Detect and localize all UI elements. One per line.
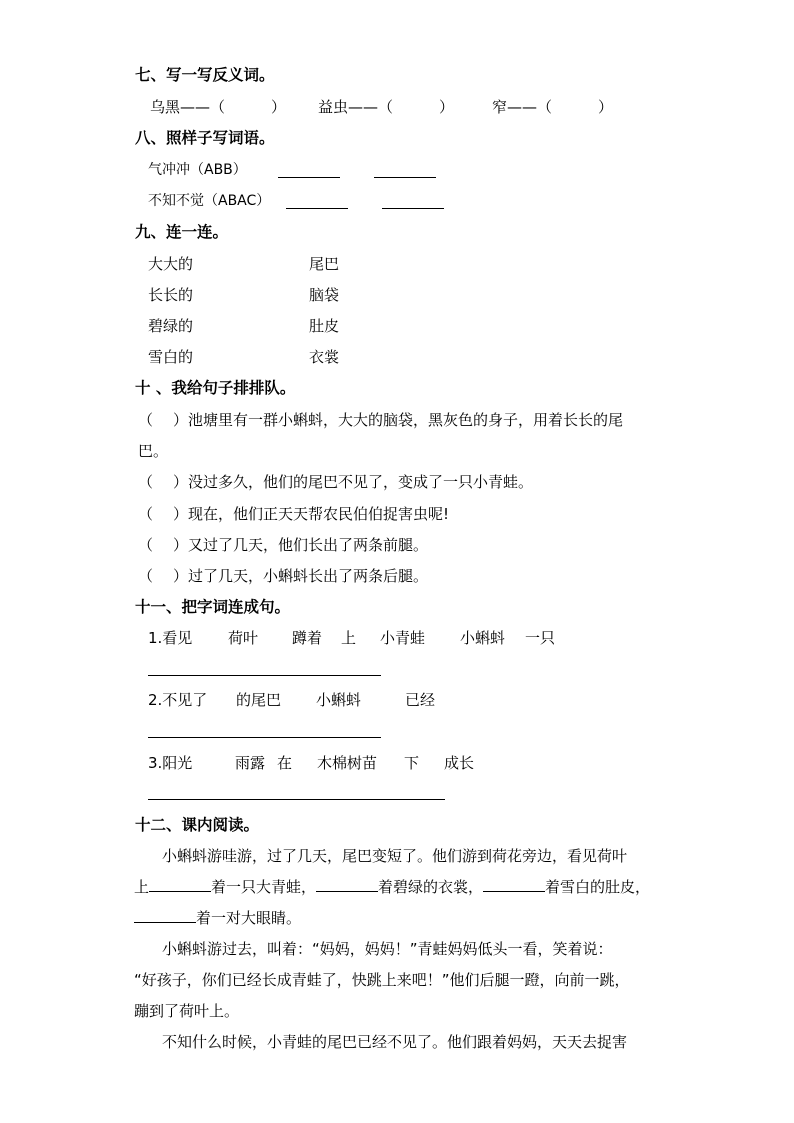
section-11-heading: 十一、把字词连成句。 — [135, 598, 291, 616]
section-12-heading: 十二、课内阅读。 — [135, 816, 260, 834]
reading-line: 小蝌蚪游哇游，过了几天，尾巴变短了。他们游到荷花旁边，看见荷叶 — [162, 847, 628, 865]
word-group: 的尾巴 — [236, 691, 282, 709]
order-sentence — [138, 472, 533, 492]
paren-open: （ — [138, 411, 154, 429]
sentence-text: 没过多久，他们的尾巴不见了，变成了一只小青蛙。 — [188, 473, 534, 491]
reading-text: 上 — [134, 878, 150, 896]
answer-line — [382, 208, 444, 209]
reading-line — [134, 877, 650, 897]
order-sentence — [138, 535, 428, 555]
pattern-item: 气冲冲（ABB） — [148, 162, 247, 178]
word-group: 3.阳光 — [148, 754, 193, 772]
reading-text: 着一对大眼睛。 — [196, 909, 302, 927]
reading-line: 蹦到了荷叶上。 — [134, 1002, 240, 1020]
word-group: 上 — [341, 629, 357, 647]
word-group: 雨露 — [235, 754, 266, 772]
match-left-item: 碧绿的 — [148, 317, 194, 335]
word-group: 已经 — [405, 691, 436, 709]
word-group: 下 — [404, 754, 420, 772]
order-sentence — [138, 410, 623, 430]
word-group: 在 — [277, 754, 293, 772]
paren-open: （ — [138, 505, 154, 523]
section-7-heading: 七、写一写反义词。 — [135, 66, 275, 84]
word-group: 小蝌蚪 — [316, 691, 362, 709]
pattern-item: 不知不觉（ABAC） — [148, 193, 271, 209]
section-10-heading: 十 、我给句子排排队。 — [135, 379, 296, 397]
match-right-item: 衣裳 — [309, 348, 340, 366]
antonym-item — [318, 97, 454, 117]
word-group: 蹲着 — [292, 629, 323, 647]
word-group: 木棉树苗 — [317, 754, 378, 772]
antonym-item — [150, 97, 286, 117]
sentence-text: 池塘里有一群小蝌蚪，大大的脑袋，黑灰色的身子，用着长长的尾 — [188, 411, 624, 429]
antonym-item — [492, 97, 613, 117]
answer-line — [148, 675, 381, 676]
match-right-item: 尾巴 — [309, 255, 340, 273]
match-right-item: 脑袋 — [309, 286, 340, 304]
word-group: 小蝌蚪 — [460, 629, 506, 647]
word-group: 2.不见了 — [148, 691, 208, 709]
answer-line — [278, 177, 340, 178]
paren-open: （ — [138, 567, 154, 585]
order-sentence — [138, 566, 428, 586]
reading-line: 不知什么时候，小青蛙的尾巴已经不见了。他们跟着妈妈，天天去捉害 — [162, 1033, 628, 1051]
section-9-heading: 九、连一连。 — [135, 223, 229, 241]
match-left-item: 长长的 — [148, 286, 194, 304]
answer-line — [148, 737, 381, 738]
order-sentence — [138, 504, 449, 524]
reading-line: “好孩子，你们已经长成青蛙了，快跳上来吧！”他们后腿一蹬，向前一跳， — [134, 971, 630, 989]
antonym-close: ） — [439, 98, 455, 116]
antonym-word: 窄——（ — [492, 98, 553, 116]
word-group: 成长 — [444, 754, 475, 772]
antonym-word: 益虫——（ — [318, 98, 394, 116]
antonym-close: ） — [271, 98, 287, 116]
sentence-wrap: 巴。 — [138, 442, 169, 460]
word-group: 小青蛙 — [380, 629, 426, 647]
word-group: 一只 — [525, 629, 556, 647]
answer-line — [374, 177, 436, 178]
paren-open: （ — [138, 536, 154, 554]
antonym-close: ） — [598, 98, 614, 116]
paren-open: （ — [138, 473, 154, 491]
answer-line — [148, 799, 445, 800]
match-left-item: 大大的 — [148, 255, 194, 273]
reading-text: 着雪白的肚皮， — [545, 878, 651, 896]
sentence-text: 又过了几天，他们长出了两条前腿。 — [188, 536, 429, 554]
word-group: 1.看见 — [148, 629, 193, 647]
reading-text: 着碧绿的衣裳， — [378, 878, 484, 896]
match-left-item: 雪白的 — [148, 348, 194, 366]
paren-close: ） — [173, 536, 189, 554]
sentence-text: 过了几天，小蝌蚪长出了两条后腿。 — [188, 567, 429, 585]
section-8-heading: 八、照样子写词语。 — [135, 129, 275, 147]
reading-line — [134, 908, 301, 928]
reading-line: 小蝌蚪游过去，叫着：“妈妈，妈妈！”青蛙妈妈低头一看，笑着说： — [162, 940, 613, 958]
paren-close: ） — [173, 411, 189, 429]
reading-text: 着一只大青蛙， — [211, 878, 317, 896]
paren-close: ） — [173, 505, 189, 523]
antonym-word: 乌黑——（ — [150, 98, 226, 116]
word-group: 荷叶 — [228, 629, 259, 647]
paren-close: ） — [173, 567, 189, 585]
match-right-item: 肚皮 — [309, 317, 340, 335]
answer-line — [286, 208, 348, 209]
sentence-text: 现在，他们正天天帮农民伯伯捉害虫呢! — [188, 505, 450, 523]
paren-close: ） — [173, 473, 189, 491]
